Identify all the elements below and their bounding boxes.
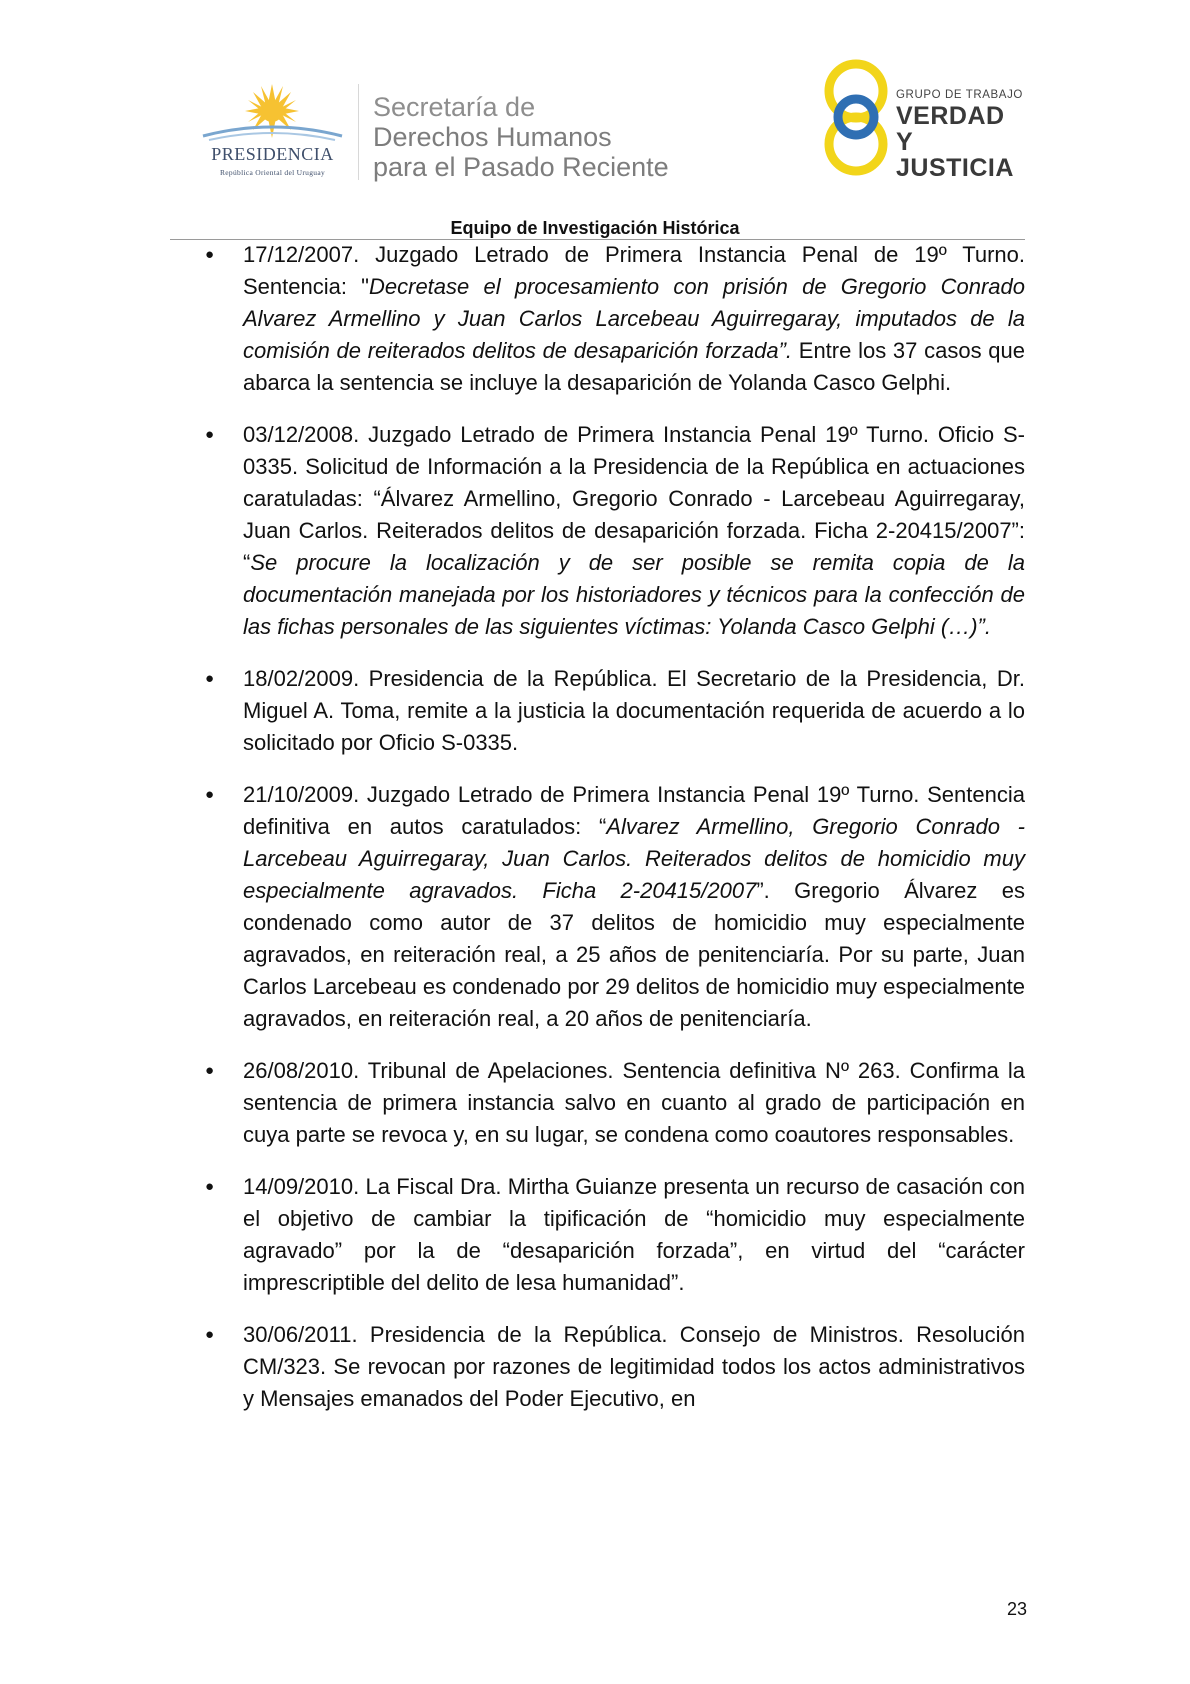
secretaria-line-1: Secretaría de (373, 92, 536, 122)
list-item (205, 1319, 1025, 1415)
entry-text: 26/08/2010. Tribunal de Apelaciones. Sentencia definitiva Nº 263. Confirma la sentencia de primera instancia salvo en cuanto al grado de participación en cuya parte se revoca y, en su lugar, se condena como coautores responsables. (243, 1058, 1025, 1147)
justicia-label: JUSTICIA (896, 154, 1014, 182)
list-item (205, 239, 1025, 399)
bullet-icon: ● (205, 426, 215, 443)
secretaria-line-2: Derechos Humanos (373, 122, 612, 152)
presidencia-subtitle: República Oriental del Uruguay (219, 168, 325, 177)
presidencia-wordmark: PRESIDENCIA (211, 144, 334, 164)
bullet-icon: ● (205, 670, 215, 687)
entry-text: 03/12/2008. Juzgado Letrado de Primera Instancia Penal 19º Turno. Oficio S-0335. Solicitud de Información a la Presidencia de la República en actuaciones caratuladas: “Álvarez Armellino, Gregorio Conrado - Larcebeau Aguirregaray, Juan Carlos. Reiterados delitos de desaparición forzada. Ficha 2-20415/2007”: “Se procure la localización y de ser posible se remita copia de la documentación manejada por los historiadores y técnicos para la confección de las fichas personales de las siguientes víctimas: Yolanda Casco Gelphi (…)”. (243, 422, 1025, 639)
grupo-de-trabajo-label: GRUPO DE TRABAJO (896, 89, 1023, 101)
verdad-y-label: VERDAD Y (896, 102, 1005, 156)
verdad-justicia-wordmark (896, 103, 1028, 181)
page-number: 23 (1006, 1599, 1027, 1619)
secretaria-line-3: para el Pasado Reciente (373, 152, 669, 182)
entry-text: 17/12/2007. Juzgado Letrado de Primera Instancia Penal de 19º Turno. Sentencia: "Decretase el procesamiento con prisión de Gregorio Conrado Alvarez Armellino y Juan Carlos Larcebeau Aguirregaray, imputados de la comisión de reiterados delitos de desaparición forzada”. Entre los 37 casos que abarca la sentencia se incluye la desaparición de Yolanda Casco Gelphi. (243, 242, 1025, 395)
list-item (205, 663, 1025, 759)
logo-divider (358, 84, 359, 180)
list-item (205, 419, 1025, 643)
sun-emblem-icon (195, 82, 350, 144)
bullet-icon: ● (205, 1062, 215, 1079)
list-item (205, 779, 1025, 1035)
entry-text: 30/06/2011. Presidencia de la República. Consejo de Ministros. Resolución CM/323. Se revocan por razones de legitimidad todos los actos administrativos y Mensajes emanados del Poder Ejecutivo, en (243, 1322, 1025, 1411)
entry-text: 14/09/2010. La Fiscal Dra. Mirtha Guianze presenta un recurso de casación con el objetivo de cambiar la tipificación de “homicidio muy especialmente agravado” por la de “desaparición forzada”, en virtud del “carácter imprescriptible del delito de lesa humanidad”. (243, 1174, 1025, 1295)
page-header-title: Equipo de Investigación Histórica (450, 218, 740, 238)
list-item (205, 1055, 1025, 1151)
verdad-justicia-logo (818, 56, 1028, 181)
chronology-list (205, 239, 1025, 1435)
secretaria-name (373, 92, 669, 182)
list-item (205, 1171, 1025, 1299)
entry-text: 21/10/2009. Juzgado Letrado de Primera Instancia Penal 19º Turno. Sentencia definitiva en autos caratulados: “Alvarez Armellino, Gregorio Conrado - Larcebeau Aguirregaray, Juan Carlos. Reiterados delitos de homicidio muy especialmente agravados. Ficha 2-20415/2007”. Gregorio Álvarez es condenado como autor de 37 delitos de homicidio muy especialmente agravados, en reiteración real, a 25 años de penitenciaría. Por su parte, Juan Carlos Larcebeau es condenado por 29 delitos de homicidio muy especialmente agravados, en reiteración real, a 20 años de penitenciaría. (243, 782, 1026, 1031)
bullet-icon: ● (205, 1326, 215, 1343)
bullet-icon: ● (205, 1178, 215, 1195)
rings-icon (818, 56, 898, 181)
bullet-icon: ● (205, 786, 215, 803)
presidencia-logo (195, 82, 350, 182)
entry-text: 18/02/2009. Presidencia de la República. El Secretario de la Presidencia, Dr. Miguel A. Toma, remite a la justicia la documentación requerida de acuerdo a lo solicitado por Oficio S-0335. (243, 666, 1025, 755)
bullet-icon: ● (205, 246, 215, 263)
